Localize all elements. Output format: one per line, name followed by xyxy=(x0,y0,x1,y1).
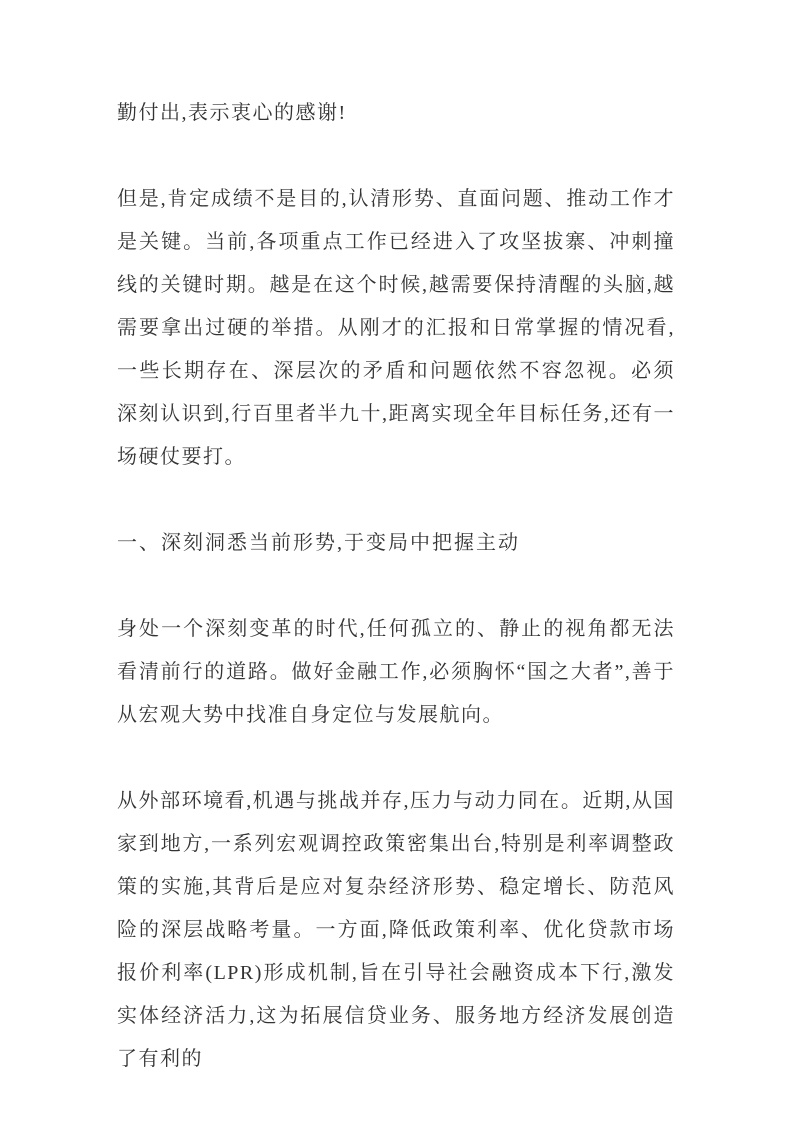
paragraph: 从外部环境看,机遇与挑战并存,压力与动力同在。近期,从国家到地方,一系列宏观调控政策密集出台,特别是利率调整政策的实施,其背后是应对复杂经济形势、稳定增长、防范风险的深层战略考量。一方面,降低政策利率、优化贷款市场报价利率(LPR)形成机制,旨在引导社会融资成本下行,激发实体经济活力,这为拓展信贷业务、服务地方经济发展创造了有利的 xyxy=(117,790,675,1070)
paragraph: 勤付出,表示衷心的感谢! xyxy=(117,102,347,124)
section-heading: 一、深刻洞悉当前形势,于变局中把握主动 xyxy=(117,532,520,554)
document-body xyxy=(117,92,675,1081)
paragraph: 身处一个深刻变革的时代,任何孤立的、静止的视角都无法看清前行的道路。做好金融工作,必须胸怀“国之大者”,善于从宏观大势中找准自身定位与发展航向。 xyxy=(117,618,675,726)
paragraph: 但是,肯定成绩不是目的,认清形势、直面问题、推动工作才是关键。当前,各项重点工作已经进入了攻坚拔寨、冲刺撞线的关键时期。越是在这个时候,越需要保持清醒的头脑,越需要拿出过硬的举措。从刚才的汇报和日常掌握的情况看,一些长期存在、深层次的矛盾和问题依然不容忽视。必须深刻认识到,行百里者半九十,距离实现全年目标任务,还有一场硬仗要打。 xyxy=(117,188,675,468)
